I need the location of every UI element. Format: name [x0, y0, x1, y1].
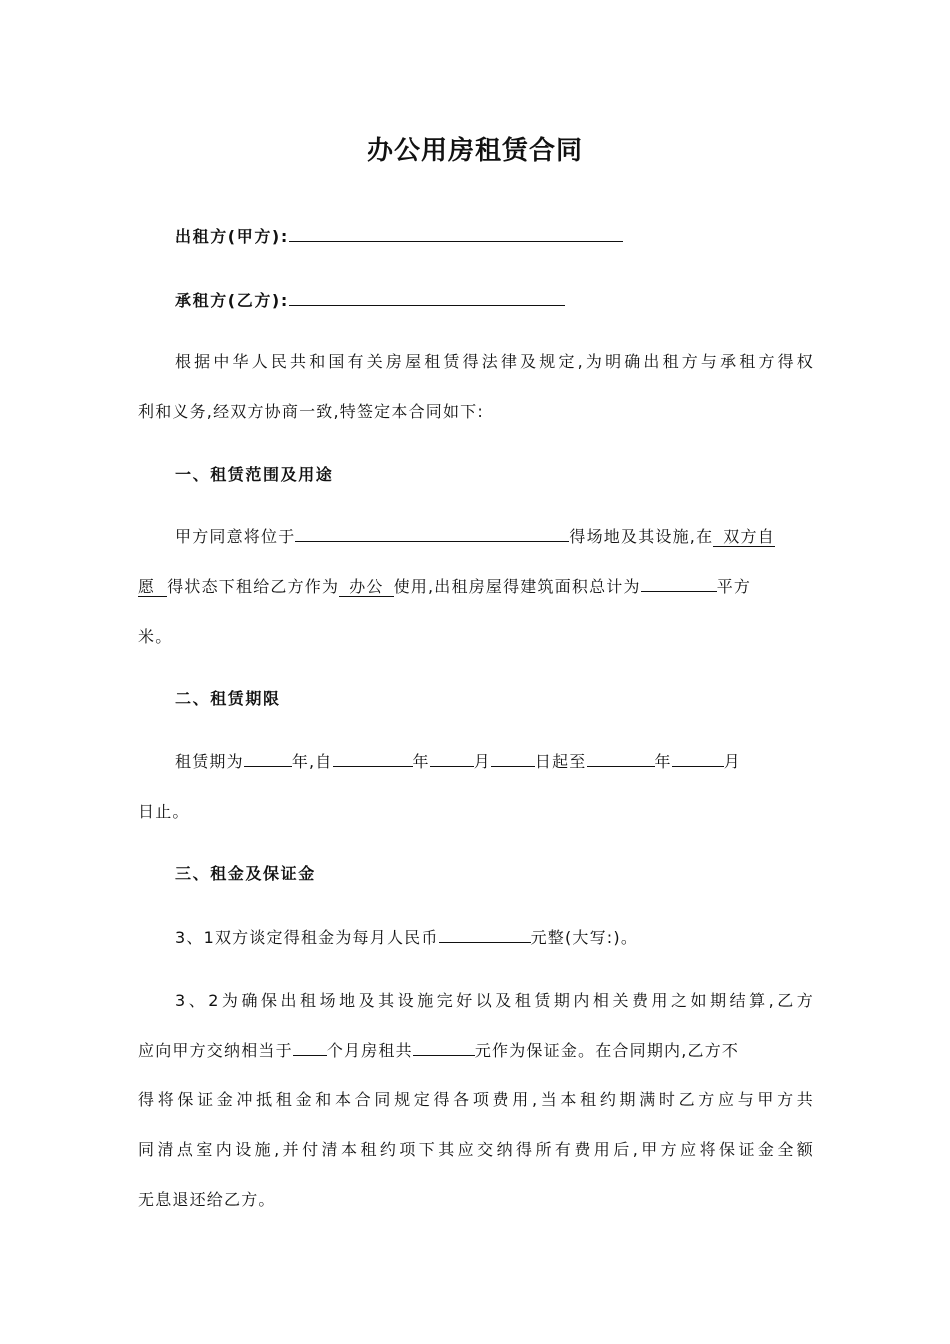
s1-text-e: 得状态下租给乙方作为 [167, 577, 340, 596]
s3-1-line [175, 925, 851, 948]
s2-text-f: 年 [654, 752, 672, 771]
s1-text-h: 平方 [716, 577, 752, 596]
end-year-blank[interactable] [587, 750, 655, 767]
area-blank[interactable] [641, 575, 717, 592]
s1-text-g: 使用,出租房屋得建筑面积总计为 [393, 577, 641, 596]
start-day-blank[interactable] [491, 750, 535, 767]
start-year-blank[interactable] [333, 750, 413, 767]
section-1-heading: 一、租赁范围及用途 [175, 465, 334, 484]
lessor-label: 出租方(甲方): [175, 227, 289, 246]
s2-text-c: 年 [412, 752, 430, 771]
s2-text-b: 年,自 [291, 752, 333, 771]
s1-line-1 [175, 524, 815, 547]
s3-2-line-4: 同清点室内设施,并付清本租约项下其应交纳得所有费用后,甲方应将保证金全额 [138, 1140, 814, 1159]
page-title: 办公用房租赁合同 [366, 136, 583, 166]
s1-text-c: 双方自 [713, 527, 775, 547]
s1-text-b: 得场地及其设施,在 [569, 527, 714, 546]
deposit-amount-blank[interactable] [413, 1039, 475, 1056]
s3-1-text-b: 元整(大写:)。 [530, 928, 639, 947]
s2-text-a: 租赁期为 [175, 752, 244, 771]
monthly-rent-blank[interactable] [439, 926, 531, 943]
s1-line-2 [138, 574, 814, 597]
s1-text-d: 愿 [138, 577, 167, 597]
lessor-line [175, 224, 623, 247]
s3-2-text-c: 元作为保证金。在合同期内,乙方不 [474, 1041, 740, 1060]
s2-text-d: 月 [473, 752, 491, 771]
s3-2-line-2 [138, 1038, 814, 1061]
s2-text-e: 日起至 [534, 752, 587, 771]
s3-1-text-a: 3、1双方谈定得租金为每月人民币 [175, 928, 439, 947]
s3-2-text-b: 个月房租共 [326, 1041, 413, 1060]
s3-2-line-1: 3、2为确保出租场地及其设施完好以及租赁期内相关费用之如期结算,乙方 [175, 991, 814, 1010]
intro-line-1: 根据中华人民共和国有关房屋租赁得法律及规定,为明确出租方与承租方得权 [175, 352, 814, 371]
start-month-blank[interactable] [430, 750, 474, 767]
section-2-heading: 二、租赁期限 [175, 689, 281, 708]
lessee-label: 承租方(乙方): [175, 291, 289, 310]
s3-2-line-3: 得将保证金冲抵租金和本合同规定得各项费用,当本租约期满时乙方应与甲方共 [138, 1090, 814, 1109]
intro-line-2: 利和义务,经双方协商一致,特签定本合同如下: [138, 402, 484, 421]
s1-text-a: 甲方同意将位于 [175, 527, 296, 546]
s2-line-1 [175, 749, 815, 772]
s2-line-2: 日止。 [138, 802, 190, 821]
lessee-line [175, 288, 565, 311]
lessee-blank[interactable] [289, 289, 565, 306]
s3-2-text-a: 应向甲方交纳相当于 [138, 1041, 293, 1060]
lessor-blank[interactable] [289, 225, 623, 242]
s1-text-f: 办公 [339, 577, 393, 597]
term-years-blank[interactable] [244, 750, 292, 767]
location-blank[interactable] [295, 525, 569, 542]
end-month-blank[interactable] [672, 750, 724, 767]
section-3-heading: 三、租金及保证金 [175, 864, 316, 883]
deposit-months-blank[interactable] [293, 1039, 327, 1056]
s1-line-3: 米。 [138, 627, 173, 646]
s3-2-line-5: 无息退还给乙方。 [138, 1190, 276, 1209]
s2-text-g: 月 [723, 752, 741, 771]
